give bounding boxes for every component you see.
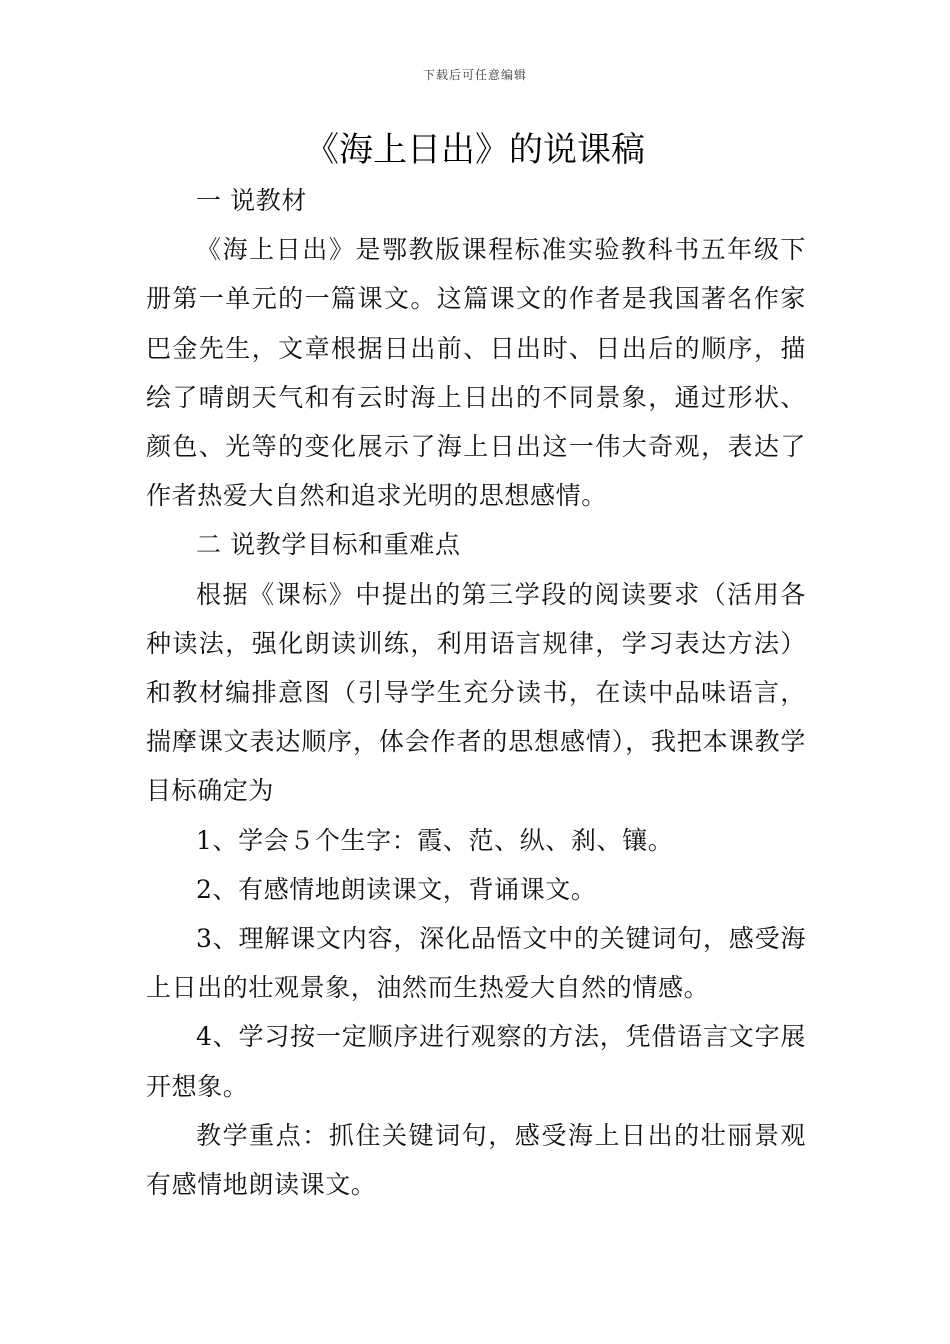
section-heading-textbook: 一 说教材 (196, 186, 307, 215)
objective-item-3: 3、理解课文内容，深化品悟文中的关键词句，感受海上日出的壮观景象，油然而生热爱大自然的情感。 (146, 924, 806, 1003)
objective-item-1: 1、学会５个生字：霞、范、纵、刹、镶。 (196, 825, 674, 855)
objective-item-4: 4、学习按一定顺序进行观察的方法，凭借语言文字展开想象。 (146, 1022, 806, 1101)
objective-item-2: 2、有感情地朗读课文，背诵课文。 (196, 874, 597, 904)
paragraph-teaching-focus: 教学重点：抓住关键词句，感受海上日出的壮丽景观有感情地朗读课文。 (146, 1120, 806, 1200)
section-heading-objectives: 二 说教学目标和重难点 (196, 530, 461, 560)
paragraph-textbook-intro: 《海上日出》是鄂教版课程标准实验教科书五年级下册第一单元的一篇课文。这篇课文的作者是我国著名作家巴金先生，文章根据日出前、日出时、日出后的顺序，描绘了晴朗天气和有云时海上日出的不同景象，通过形状、颜色、光等的变化展示了海上日出这一伟大奇观，表达了作者热爱大自然和追求光明的思想感情。 (146, 235, 806, 511)
document-body (146, 176, 806, 1209)
paragraph-objectives-intro: 根据《课标》中提出的第三学段的阅读要求（活用各种读法，强化朗读训练，利用语言规律，学习表达方法）和教材编排意图（引导学生充分读书，在读中品味语言，揣摩课文表达顺序，体会作者的思想感情），我把本课教学目标确定为 (146, 579, 806, 806)
document-title: 《海上日出》的说课稿 (305, 130, 645, 170)
header-note: 下载后可任意编辑 (422, 68, 527, 82)
